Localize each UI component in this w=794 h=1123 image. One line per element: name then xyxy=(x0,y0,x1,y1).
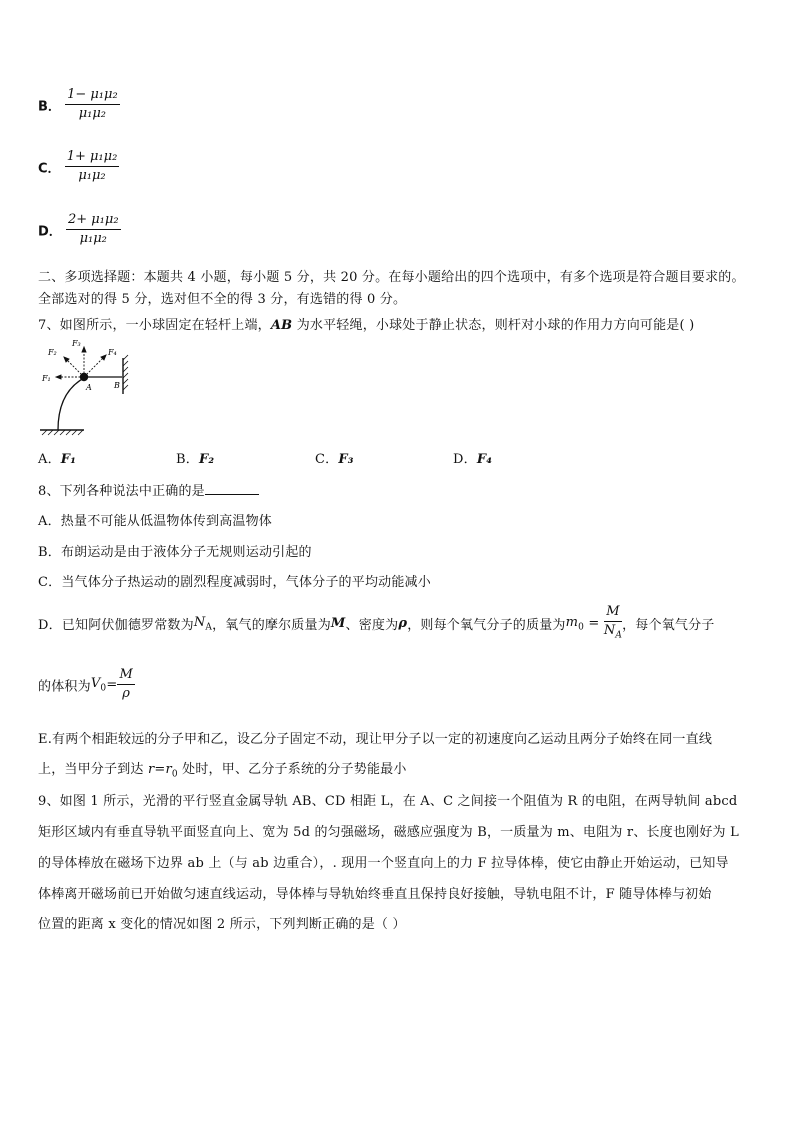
fraction-numerator: 2+ μ₁μ₂ xyxy=(66,213,121,230)
q7-option-b[interactable] xyxy=(176,448,214,467)
option-value: F₂ xyxy=(198,452,215,467)
text: 处时，甲、乙分子系统的分子势能最小 xyxy=(177,762,407,777)
math-sub: 0 xyxy=(171,769,178,780)
fraction-denominator: ρ xyxy=(122,686,131,702)
math-eq: = xyxy=(154,762,166,777)
q7-option-c[interactable] xyxy=(315,448,354,467)
option-letter: A． xyxy=(38,452,61,467)
math-r: r xyxy=(147,762,155,777)
option-letter: C． xyxy=(315,452,339,467)
fraction-volume xyxy=(117,668,135,702)
option-letter: B． xyxy=(38,99,61,115)
math-symbol: m xyxy=(565,614,579,630)
math-symbol: V xyxy=(90,676,101,691)
option-value: F₄ xyxy=(476,452,493,467)
math-rho: ρ xyxy=(398,615,408,631)
q7-stem-ab: AB xyxy=(270,318,293,333)
answer-blank xyxy=(205,482,259,495)
math-m: M xyxy=(330,615,346,631)
label-f1: F₁ xyxy=(42,374,51,383)
math-r0 xyxy=(165,762,178,780)
option-letter: B． xyxy=(176,452,199,467)
wall-hatch xyxy=(123,355,128,390)
math-v0 xyxy=(90,676,107,694)
math-symbol: r xyxy=(165,762,172,777)
q9-line3: 的导体棒放在磁场下边界 ab 上（与 ab 边重合），. 现用一个竖直向上的力 F 拉导体棒，使它由静止开始运动，已知导 xyxy=(38,856,729,871)
q9-line5: 位置的距离 x 变化的情况如图 2 所示，下列判断正确的是（ ） xyxy=(38,917,406,932)
text: D．已知阿伏伽德罗常数为 xyxy=(38,617,194,633)
arrow-f1-head xyxy=(56,375,61,379)
q8-option-d-cont xyxy=(38,668,135,702)
q8-option-d[interactable] xyxy=(38,605,715,642)
text: ，每个氧气分子 xyxy=(622,617,715,633)
option-letter: C． xyxy=(38,161,61,177)
text: 的体积为 xyxy=(38,679,91,695)
ground-hatch xyxy=(42,430,83,435)
option-value: F₃ xyxy=(338,452,354,467)
q8-stem xyxy=(38,480,259,499)
fraction-numerator: M xyxy=(117,668,135,685)
fraction-denominator: μ₁μ₂ xyxy=(78,106,107,122)
rod xyxy=(58,378,84,430)
label-f2: F₂ xyxy=(48,348,57,357)
arrow-f3-head xyxy=(82,347,86,352)
math-eq: = xyxy=(106,677,118,693)
q7-stem-text: 为水平轻绳，小球处于静止状态，则杆对小球的作用力方向可能是( ) xyxy=(292,318,695,333)
math-symbol: N xyxy=(603,623,616,639)
option-letter: D． xyxy=(453,452,477,467)
q9-line4: 体棒离开磁场前已开始做匀速直线运动，导体棒与导轨始终垂直且保持良好接触，导轨电阻不计，F 随导体棒与初始 xyxy=(38,887,712,902)
option-value: F₁ xyxy=(60,452,77,467)
q7-option-d[interactable] xyxy=(453,448,492,467)
section-heading-line1: 二、多项选择题：本题共 4 小题，每小题 5 分，共 20 分。在每小题给出的四个选项中，有多个选项是符合题目要求的。 xyxy=(38,270,745,285)
fraction xyxy=(65,88,120,122)
math-m0 xyxy=(565,614,585,633)
label-a: A xyxy=(86,383,92,392)
text: ，则每个氧气分子的质量为 xyxy=(407,617,566,633)
section-heading-line2: 全部选对的得 5 分，选对但不全的得 3 分，有选错的得 0 分。 xyxy=(38,292,407,307)
q9-line1: 9、如图 1 所示，光滑的平行竖直金属导轨 AB、CD 相距 L，在 A、C 之间接一个阻值为 R 的电阻，在两导轨间 abcd xyxy=(38,794,738,809)
q7-stem-text: 7、如图所示，一小球固定在轻杆上端， xyxy=(38,318,271,333)
q8-option-a[interactable]: A．热量不可能从低温物体传到高温物体 xyxy=(38,514,272,529)
option-d-prev[interactable] xyxy=(38,213,121,247)
q7-stem xyxy=(38,314,694,333)
q7-option-a[interactable] xyxy=(38,448,76,467)
fraction-denominator xyxy=(604,622,622,641)
math-sub: A xyxy=(205,622,213,633)
option-letter: D． xyxy=(38,224,62,240)
fraction-numerator: 1+ μ₁μ₂ xyxy=(65,150,120,167)
fraction-numerator: 1− μ₁μ₂ xyxy=(65,88,120,105)
ball xyxy=(80,373,88,381)
fraction xyxy=(66,213,121,247)
label-b: B xyxy=(114,381,120,390)
text: 、密度为 xyxy=(345,617,399,633)
option-c-prev[interactable] xyxy=(38,150,119,184)
label-f4: F₄ xyxy=(108,348,117,357)
q8-option-e-cont xyxy=(38,758,407,780)
q8-stem-text: 8、下列各种说法中正确的是 xyxy=(38,484,205,499)
fraction xyxy=(65,150,120,184)
q8-option-b[interactable]: B．布朗运动是由于液体分子无规则运动引起的 xyxy=(38,545,312,560)
q7-figure xyxy=(38,336,148,436)
math-eq: = xyxy=(584,615,604,631)
math-na xyxy=(193,614,213,633)
arrow-f4 xyxy=(84,357,104,377)
math-sub: 0 xyxy=(578,622,585,633)
fraction-mass xyxy=(604,605,622,642)
text: 上，当甲分子到达 xyxy=(38,762,148,777)
q8-option-e[interactable]: E.有两个相距较远的分子甲和乙，设乙分子固定不动，现让甲分子以一定的初速度向乙运动且两分子始终在同一直线 xyxy=(38,732,713,747)
label-f3: F₃ xyxy=(72,339,81,348)
math-sub: 0 xyxy=(100,683,107,694)
q9-line2: 矩形区域内有垂直导轨平面竖直向上、宽为 5d 的匀强磁场，磁感应强度为 B，一质量为 m、电阻为 r、长度也刚好为 L xyxy=(38,825,739,840)
fraction-numerator: M xyxy=(604,605,622,622)
math-sub: A xyxy=(615,630,623,641)
q8-option-c[interactable]: C．当气体分子热运动的剧烈程度减弱时，气体分子的平均动能减小 xyxy=(38,575,431,590)
fraction-denominator: μ₁μ₂ xyxy=(78,168,106,184)
math-symbol: N xyxy=(193,614,206,630)
option-b-prev[interactable] xyxy=(38,88,120,122)
fraction-denominator: μ₁μ₂ xyxy=(79,231,107,247)
text: ，氧气的摩尔质量为 xyxy=(212,617,331,633)
